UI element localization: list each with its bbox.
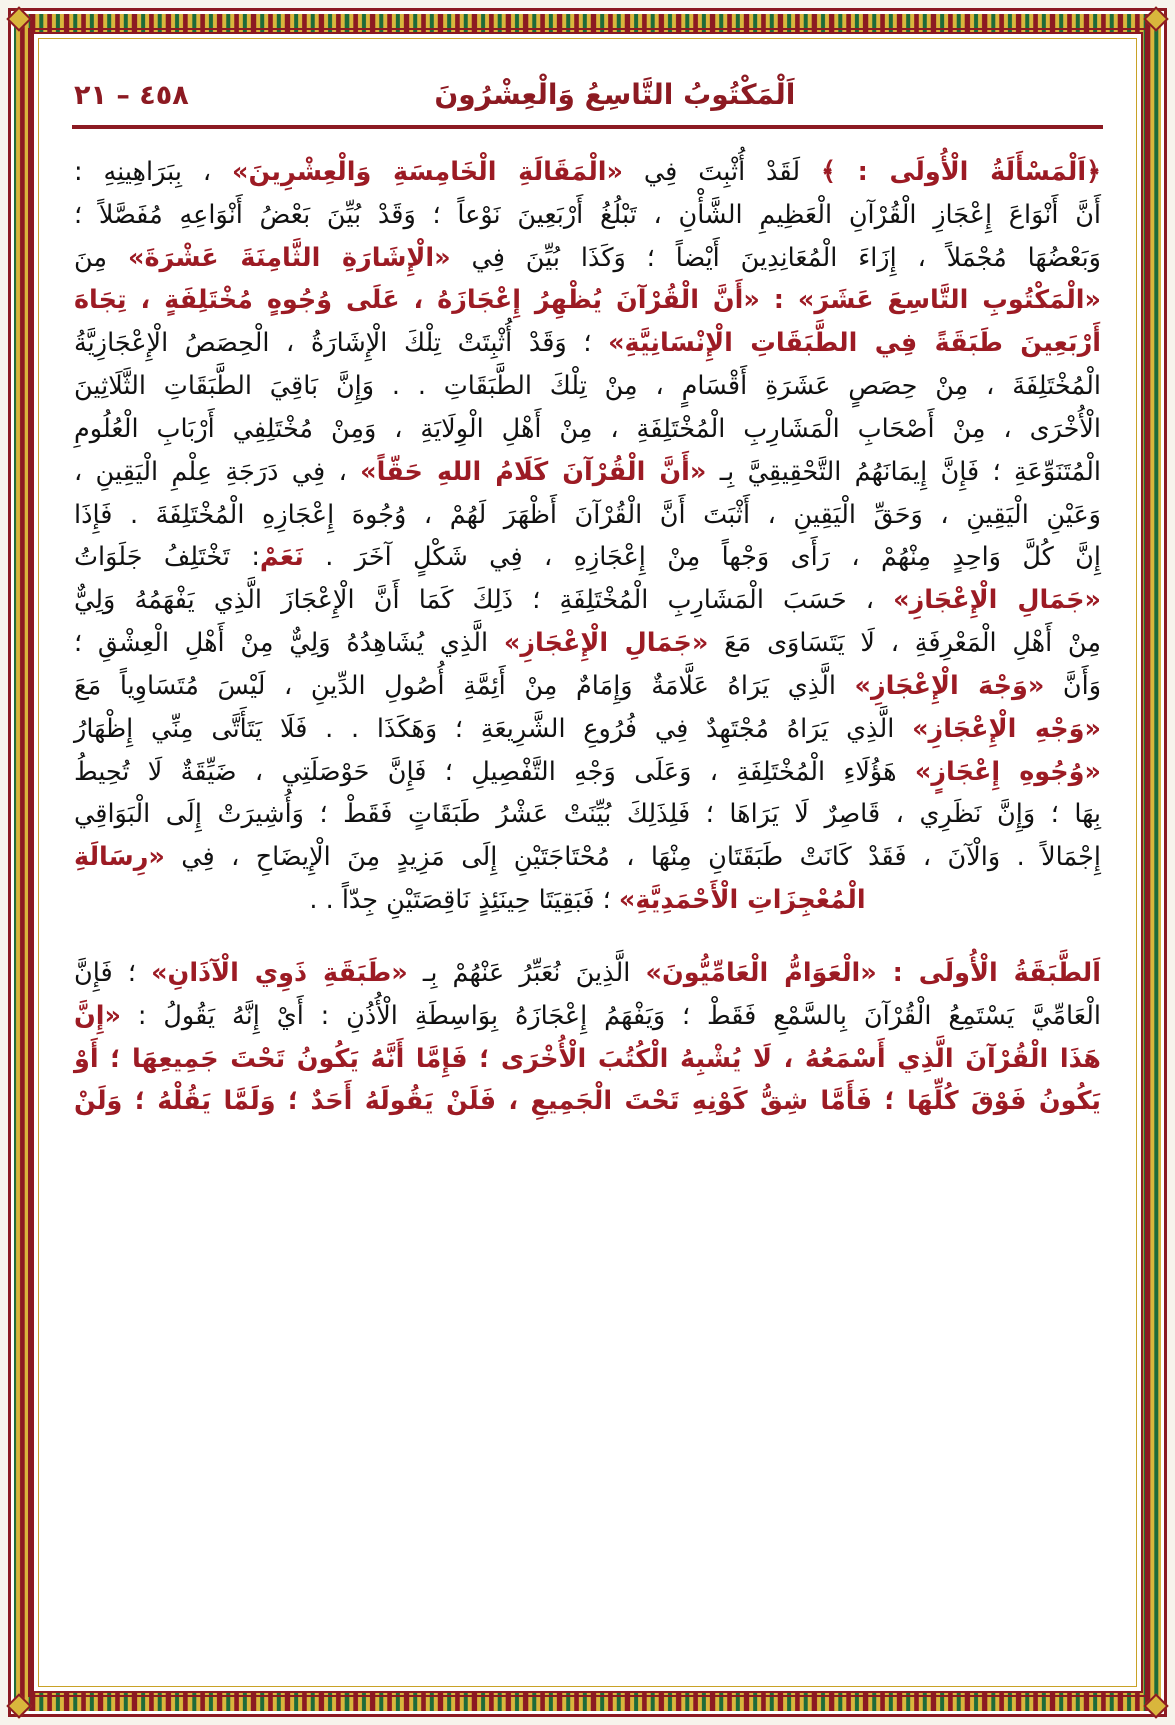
body-text: ؛ فَإِنَّ (74, 957, 152, 988)
emphasis-text: أَرْبَعِينَ طَبَقَةً فِي الطَّبَقَاتِ الْإِنْسَانِيَّةِ» (608, 328, 1101, 359)
emphasis-text: «الْمَقَالَةِ الْخَامِسَةِ وَالْعِشْرِينَ» (231, 157, 623, 187)
text-line-content (74, 451, 1101, 494)
body-text: إِنَّ كُلَّ وَاحِدٍ مِنْهُمْ ، رَأَى وَجْهاً مِنْ إِعْجَازِهِ ، فِي شَكْلٍ آخَرَ . (303, 542, 1101, 573)
paragraph-first-class (74, 952, 1101, 1123)
body-text: الْمُتَنَوِّعَةِ ؛ فَإِنَّ إِيمَانَهُمُ التَّحْقِيقِيَّ بِـ (706, 456, 1102, 487)
text-line-content (74, 836, 1101, 879)
body-text: الْمُخْتَلِفَةَ ، مِنْ حِصَصٍ عَشَرَةِ أَقْسَامٍ ، مِنْ تِلْكَ الطَّبَقَاتِ . . وَإِنَّ بَاقِيَ الطَّبَقَاتِ الثَّلَاثِينَ (74, 371, 1101, 402)
text-line-content (74, 194, 1101, 237)
body-text: إِجْمَالاً . وَالْآنَ ، فَقَدْ كَانَتْ طَبَقَتَانِ مِنْهَا ، مُحْتَاجَتَيْنِ إِلَى مَزِيدٍ مِنَ الْإِيضَاحِ ، فِي (164, 842, 1101, 873)
text-line (74, 995, 1101, 1038)
body-text: الَّذِي يُشَاهِدُهُ وَلِيٌّ مِنْ أَهْلِ الْعِشْقِ ؛ (74, 628, 504, 659)
text-line-content (74, 408, 1101, 451)
paragraph-first-question (74, 151, 1101, 922)
body-text: الَّذِي يَرَاهُ مُجْتَهِدٌ فِي فُرُوعِ الشَّرِيعَةِ ؛ وَهَكَذَا . . فَلَا يَتَأَتَّى مِنِّي إِظْهَارُ (74, 713, 913, 744)
body-text: الْأُخْرَى ، مِنْ أَصْحَابِ الْمَشَارِبِ الْمُخْتَلِفَةِ ، مِنْ أَهْلِ الْوِلَايَةِ ، وَمِنْ مُخْتَلِفِي أَرْبَابِ الْعُلُومِ (74, 413, 1101, 444)
text-line (74, 451, 1101, 494)
text-line (74, 879, 1101, 922)
emphasis-text: «وُجُوهِ إِعْجَازٍ» (914, 756, 1101, 787)
text-line-content (74, 1038, 1101, 1081)
text-line-content (309, 885, 865, 915)
emphasis-text: الْمُعْجِزَاتِ الْأَحْمَدِيَّةِ» (618, 885, 866, 916)
chapter-title: اَلْمَكْتُوبُ التَّاسِعُ وَالْعِشْرُونَ (434, 78, 796, 111)
page-header (68, 68, 1107, 111)
body-text: ؛ فَبَقِيَتَا حِينَئِذٍ نَاقِصَتَيْنِ جِدّاً . . (309, 885, 619, 916)
text-line-content (74, 622, 1101, 665)
body-text: : تَخْتَلِفُ جَلَوَاتُ (74, 542, 260, 573)
text-line-content (74, 237, 1101, 280)
emphasis-text: «وَجْهِ الْإِعْجَازِ» (912, 713, 1102, 744)
text-line-content (74, 995, 1101, 1038)
body-text: الَّذِينَ نُعَبِّرُ عَنْهُمْ بِـ (407, 957, 646, 988)
text-line (74, 952, 1101, 995)
text-line (74, 836, 1101, 879)
body-text: هَؤُلَاءِ الْمُخْتَلِفَةِ ، وَعَلَى وَجْهِ التَّفْصِيلِ ؛ فَإِنَّ حَوْصَلَتِي ، ضَيِّقَةٌ لَا تُحِيطُ (74, 756, 915, 787)
text-line (74, 279, 1101, 322)
emphasis-text: «أَنَّ الْقُرْآنَ كَلَامُ اللهِ حَقّاً» (360, 456, 707, 487)
body-text: ، حَسَبَ الْمَشَارِبِ الْمُخْتَلِفَةِ ؛ ذَلِكَ كَمَا أَنَّ الْإِعْجَازَ الَّذِي يَفْهَمُهُ وَلِيٌّ (74, 585, 894, 616)
emphasis-text: هَذَا الْقُرْآنَ الَّذِي أَسْمَعُهُ ، لَا يُشْبِهُ الْكُتُبَ الْأُخْرَى ؛ فَإِمَّا أَنَّهُ يَكُونُ تَحْتَ جَمِيعِهَا ؛ أَوْ (74, 1043, 1101, 1074)
text-line-content (74, 751, 1101, 794)
header-divider-rule (72, 125, 1103, 129)
body-text: لَقَدْ أُثْبِتَ فِي (623, 157, 821, 187)
text-line (74, 365, 1101, 408)
body-text: بِهَا ؛ وَإِنَّ نَظَرِي ، قَاصِرٌ لَا يَرَاهَا ؛ فَلِذَلِكَ بُيِّنَتْ عَشْرُ طَبَقَاتٍ فَقَطْ ؛ وَأُشِيرَتْ إِلَى الْبَوَاقِي (74, 799, 1101, 830)
text-line-content (74, 365, 1101, 408)
text-line-content (74, 151, 1101, 194)
body-text: ؛ وَقَدْ أُثْبِتَتْ تِلْكَ الْإِشَارَةُ ، الْحِصَصُ الْإِعْجَازِيَّةُ (74, 328, 609, 359)
emphasis-text: ﴿اَلْمَسْأَلَةُ الْأُولَى : ﴾ (821, 157, 1102, 187)
text-line (74, 536, 1101, 579)
text-line (74, 151, 1101, 194)
body-text: ، فِي دَرَجَةِ عِلْمِ الْيَقِينِ ، (74, 456, 361, 487)
text-line-content (74, 665, 1101, 708)
body-text: مِنْ أَهْلِ الْمَعْرِفَةِ ، لَا يَتَسَاوَى مَعَ (708, 628, 1101, 659)
text-line (74, 665, 1101, 708)
emphasis-text: «جَمَالِ الْإِعْجَازِ» (893, 585, 1101, 616)
emphasis-text: «إِنَّ (74, 1000, 121, 1031)
emphasis-text: اَلطَّبَقَةُ الْأُولَى : «الْعَوَامُّ الْعَامِّيُّونَ» (645, 957, 1101, 988)
text-line-content (74, 494, 1101, 537)
body-text: وَعَيْنِ الْيَقِينِ ، وَحَقِّ الْيَقِينِ ، أَثْبَتَ أَنَّ الْقُرْآنَ أَظْهَرَ لَهُمْ ، وُجُوهَ إِعْجَازِهِ الْمُخْتَلِفَةَ . فَإِذَا (74, 499, 1101, 530)
text-line-content (74, 793, 1101, 836)
emphasis-text: «الْإِشَارَةِ الثَّامِنَةَ عَشْرَةَ» (127, 242, 451, 273)
emphasis-text: نَعَمْ (259, 542, 304, 573)
text-line-content (74, 322, 1101, 365)
body-text: وَبَعْضُهَا مُجْمَلاً ، إِزَاءَ الْمُعَانِدِينَ أَيْضاً ؛ وَكَذَا بُيِّنَ فِي (450, 242, 1101, 273)
text-line-content (74, 536, 1101, 579)
text-line (74, 408, 1101, 451)
body-text: أَنَّ أَنْوَاعَ إِعْجَازِ الْقُرْآنِ الْعَظِيمِ الشَّأْنِ ، تَبْلُغُ أَرْبَعِينَ نَوْعاً ؛ وَقَدْ بُيِّنَ بَعْضُ أَنْوَاعِهِ مُفَصَّلاً ؛ (74, 199, 1101, 230)
text-line (74, 793, 1101, 836)
body-text: الَّذِي يَرَاهُ عَلَّامَةٌ وَإِمَامٌ مِنْ أَئِمَّةِ أُصُولِ الدِّينِ ، لَيْسَ مُتَسَاوِياً مَعَ (74, 670, 855, 701)
emphasis-text: يَكُونُ فَوْقَ كُلِّهَا ؛ فَأَمَّا شِقُّ كَوْنِهِ تَحْتَ الْجَمِيعِ ، فَلَنْ يَقُولَهُ أَحَدٌ ؛ وَلَمَّا يَقُلْهُ ؛ وَلَنْ (74, 1086, 1101, 1117)
emphasis-text: «وَجْهَ الْإِعْجَازِ» (854, 670, 1045, 701)
page-content (52, 52, 1123, 1673)
body-text: مِنَ (74, 242, 128, 273)
text-line (74, 751, 1101, 794)
emphasis-text: «طَبَقَةِ ذَوِي الْآذَانِ» (151, 957, 408, 988)
body-text: الْعَامِّيَّ يَسْتَمِعُ الْقُرْآنَ بِالسَّمْعِ فَقَطْ ؛ وَيَفْهَمُ إِعْجَازَهُ بِوَاسِطَةِ الْأُذُنِ : أَيْ إِنَّهُ يَقُولُ : (120, 1000, 1101, 1031)
emphasis-text: «رِسَالَةِ (74, 842, 165, 873)
text-line (74, 622, 1101, 665)
text-line-content (74, 279, 1101, 322)
emphasis-text: «جَمَالِ الْإِعْجَازِ» (503, 628, 709, 659)
text-line-content (74, 579, 1101, 622)
body-text: ، بِبَرَاهِينِهِ : (74, 157, 232, 187)
text-line (74, 579, 1101, 622)
folio-number: ٤٥٨ – ٢١ (74, 80, 189, 111)
text-line (74, 194, 1101, 237)
text-line-content (74, 1080, 1101, 1123)
text-line (74, 237, 1101, 280)
text-line (74, 708, 1101, 751)
text-line (74, 322, 1101, 365)
body-text: وَأَنَّ (1044, 670, 1102, 701)
text-line (74, 1080, 1101, 1123)
text-line-content (74, 708, 1101, 751)
text-line-content (74, 952, 1101, 995)
page-body (68, 151, 1107, 1123)
text-line (74, 1038, 1101, 1081)
text-line (74, 494, 1101, 537)
emphasis-text: «الْمَكْتُوبِ التَّاسِعَ عَشَرَ» : «أَنَّ الْقُرْآنَ يُظْهِرُ إِعْجَازَهُ ، عَلَى وُجُوهٍ مُخْتَلِفَةٍ ، تِجَاهَ (74, 285, 1101, 316)
